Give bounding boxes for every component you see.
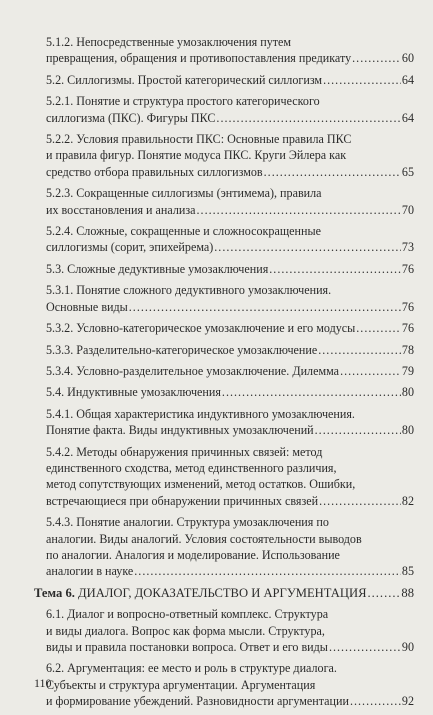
- toc-entry: [34, 660, 414, 709]
- toc-entry-line: Субъекты и структура аргументации. Аргументация: [46, 677, 316, 692]
- toc-entry: [34, 384, 414, 400]
- toc-entry-title: превращения, обращения и противопоставления предикату: [46, 51, 352, 66]
- toc-entry: [34, 363, 414, 379]
- toc-entry-line: и виды диалога. Вопрос как форма мысли. Структура,: [46, 623, 325, 638]
- toc-entry: [34, 514, 414, 580]
- dot-leader: [264, 164, 401, 180]
- toc-entry: [34, 342, 414, 358]
- toc-page-number: 92: [401, 694, 414, 709]
- toc-entry-last-line: [46, 50, 414, 66]
- dot-leader: [318, 342, 401, 358]
- toc-entry: [34, 223, 414, 256]
- topic-label: Тема 6.: [34, 585, 75, 600]
- dot-leader: [319, 493, 401, 509]
- toc-topic-heading: [34, 585, 414, 601]
- toc-page-number: 88: [401, 585, 414, 600]
- toc-entry-title: 5.3.2. Условно-категорическое умозаключение и его модусы: [46, 321, 356, 336]
- page-number: 110: [34, 676, 52, 690]
- toc-entry: [34, 406, 414, 439]
- table-of-contents: [34, 34, 414, 715]
- toc-entry-last-line: [34, 585, 414, 601]
- toc-entry-title: средство отбора правильных силлогизмов: [46, 164, 263, 179]
- toc-page: [34, 0, 414, 709]
- toc-entry-last-line: [46, 563, 414, 579]
- toc-page-number: 76: [401, 299, 414, 314]
- toc-entry-title: 5.3. Сложные дедуктивные умозаключения: [46, 261, 269, 276]
- toc-entry-title: силлогизма (ПКС). Фигуры ПКС: [46, 110, 216, 125]
- dot-leader: [222, 384, 401, 400]
- toc-entry-last-line: [46, 320, 414, 336]
- toc-entry: [34, 444, 414, 510]
- toc-entry-title: ДИАЛОГ, ДОКАЗАТЕЛЬСТВО И АРГУМЕНТАЦИЯ: [74, 585, 367, 600]
- dot-leader: [367, 585, 400, 601]
- toc-entry: [34, 185, 414, 218]
- toc-entry: [34, 34, 414, 67]
- toc-entry-last-line: [46, 164, 414, 180]
- toc-page-number: 76: [401, 321, 414, 336]
- toc-entry: [34, 93, 414, 126]
- toc-entry-line: метод сопутствующих изменений, метод остатков. Ошибки,: [46, 477, 356, 492]
- toc-entry-title: Основные виды: [46, 299, 128, 314]
- toc-entry-last-line: [46, 422, 414, 438]
- toc-entry-last-line: [46, 72, 414, 88]
- toc-entry-title: 5.4. Индуктивные умозаключения: [46, 385, 221, 400]
- toc-entry-line: 5.2.2. Условия правильности ПКС: Основные правила ПКС: [46, 132, 352, 147]
- toc-entry: [34, 72, 414, 88]
- toc-entry-last-line: [46, 493, 414, 509]
- toc-page-number: 80: [401, 385, 414, 400]
- toc-page-number: 76: [401, 261, 414, 276]
- toc-page-number: 65: [401, 164, 414, 179]
- toc-entry-line: 5.2.4. Сложные, сокращенные и сложносокращенные: [46, 224, 321, 239]
- toc-entry-title: их восстановления и анализа: [46, 202, 196, 217]
- dot-leader: [214, 239, 401, 255]
- toc-entry-line: 5.1.2. Непосредственные умозаключения путем: [46, 35, 292, 49]
- dot-leader: [329, 639, 401, 655]
- toc-page-number: 85: [401, 564, 414, 579]
- dot-leader: [315, 422, 401, 438]
- dot-leader: [323, 72, 401, 88]
- toc-entry-line: 5.2.1. Понятие и структура простого категорического: [46, 94, 320, 109]
- toc-entry-line: 5.4.3. Понятие аналогии. Структура умозаключения по: [46, 515, 329, 530]
- dot-leader: [269, 261, 401, 277]
- toc-page-number: 70: [401, 202, 414, 217]
- dot-leader: [216, 110, 400, 126]
- toc-entry-last-line: [46, 202, 414, 218]
- toc-entry-last-line: [46, 299, 414, 315]
- toc-page-number: 78: [401, 342, 414, 357]
- toc-entry-last-line: [46, 384, 414, 400]
- toc-entry-title: Понятие факта. Виды индуктивных умозаключений: [46, 423, 314, 438]
- toc-entry-last-line: [46, 363, 414, 379]
- toc-entry-title: 5.3.4. Условно-разделительное умозаключение. Дилемма: [46, 363, 340, 378]
- toc-entry-title: 5.2. Силлогизмы. Простой категорический силлогизм: [46, 72, 323, 87]
- toc-entry-line: 5.3.1. Понятие сложного дедуктивного умозаключения.: [46, 283, 332, 298]
- toc-entry-title: 5.3.3. Разделительно-категорическое умозаключение: [46, 342, 318, 357]
- dot-leader: [134, 563, 401, 579]
- toc-entry-title: и формирование убеждений. Разновидности аргументации: [46, 694, 349, 709]
- toc-entry-line: 6.2. Аргументация: ее место и роль в структуре диалога.: [46, 661, 337, 676]
- dot-leader: [352, 50, 401, 66]
- toc-entry: [34, 131, 414, 180]
- toc-entry-last-line: [46, 639, 414, 655]
- toc-page-number: 64: [401, 72, 414, 87]
- toc-page-number: 90: [401, 640, 414, 654]
- toc-entry-line: аналогии. Виды аналогий. Условия состоятельности выводов: [46, 531, 362, 546]
- toc-entry-last-line: [46, 110, 414, 126]
- toc-entry: [34, 261, 414, 277]
- toc-entry-last-line: [46, 239, 414, 255]
- dot-leader: [197, 202, 401, 218]
- toc-page-number: 82: [401, 493, 414, 508]
- toc-entry-line: 5.4.1. Общая характеристика индуктивного умозаключения.: [46, 406, 355, 421]
- dot-leader: [129, 299, 401, 315]
- toc-entry-title: силлогизмы (сорит, эпихейрема): [46, 240, 214, 255]
- toc-entry-line: 6.1. Диалог и вопросно-ответный комплекс. Структура: [46, 607, 329, 622]
- toc-entry: [34, 606, 414, 655]
- toc-entry-line: 5.4.2. Методы обнаружения причинных связей: метод: [46, 444, 323, 459]
- toc-page-number: 80: [401, 423, 414, 438]
- dot-leader: [340, 363, 401, 379]
- dot-leader: [350, 693, 401, 709]
- toc-page-number: 73: [401, 240, 414, 255]
- toc-entry-title: встречающиеся при обнаружении причинных связей: [46, 493, 319, 508]
- toc-entry-last-line: [46, 261, 414, 277]
- toc-entry: [34, 282, 414, 315]
- toc-entry-last-line: [46, 693, 414, 709]
- toc-entry-title: виды и правила постановки вопроса. Ответ и его виды: [46, 640, 328, 654]
- toc-page-number: 60: [401, 51, 414, 66]
- toc-page-number: 64: [401, 110, 414, 125]
- toc-entry-last-line: [46, 342, 414, 358]
- toc-entry-line: по аналогии. Аналогия и моделирование. Использование: [46, 547, 340, 562]
- toc-entry-line: и правила фигур. Понятие модуса ПКС. Круги Эйлера как: [46, 148, 347, 163]
- dot-leader: [356, 320, 401, 336]
- toc-entry-line: единственного сходства, метод единственного различия,: [46, 460, 337, 475]
- toc-entry: [34, 320, 414, 336]
- toc-entry-line: 5.2.3. Сокращенные силлогизмы (энтимема), правила: [46, 186, 322, 201]
- toc-entry-title: аналогии в науке: [46, 564, 134, 579]
- toc-page-number: 79: [401, 363, 414, 378]
